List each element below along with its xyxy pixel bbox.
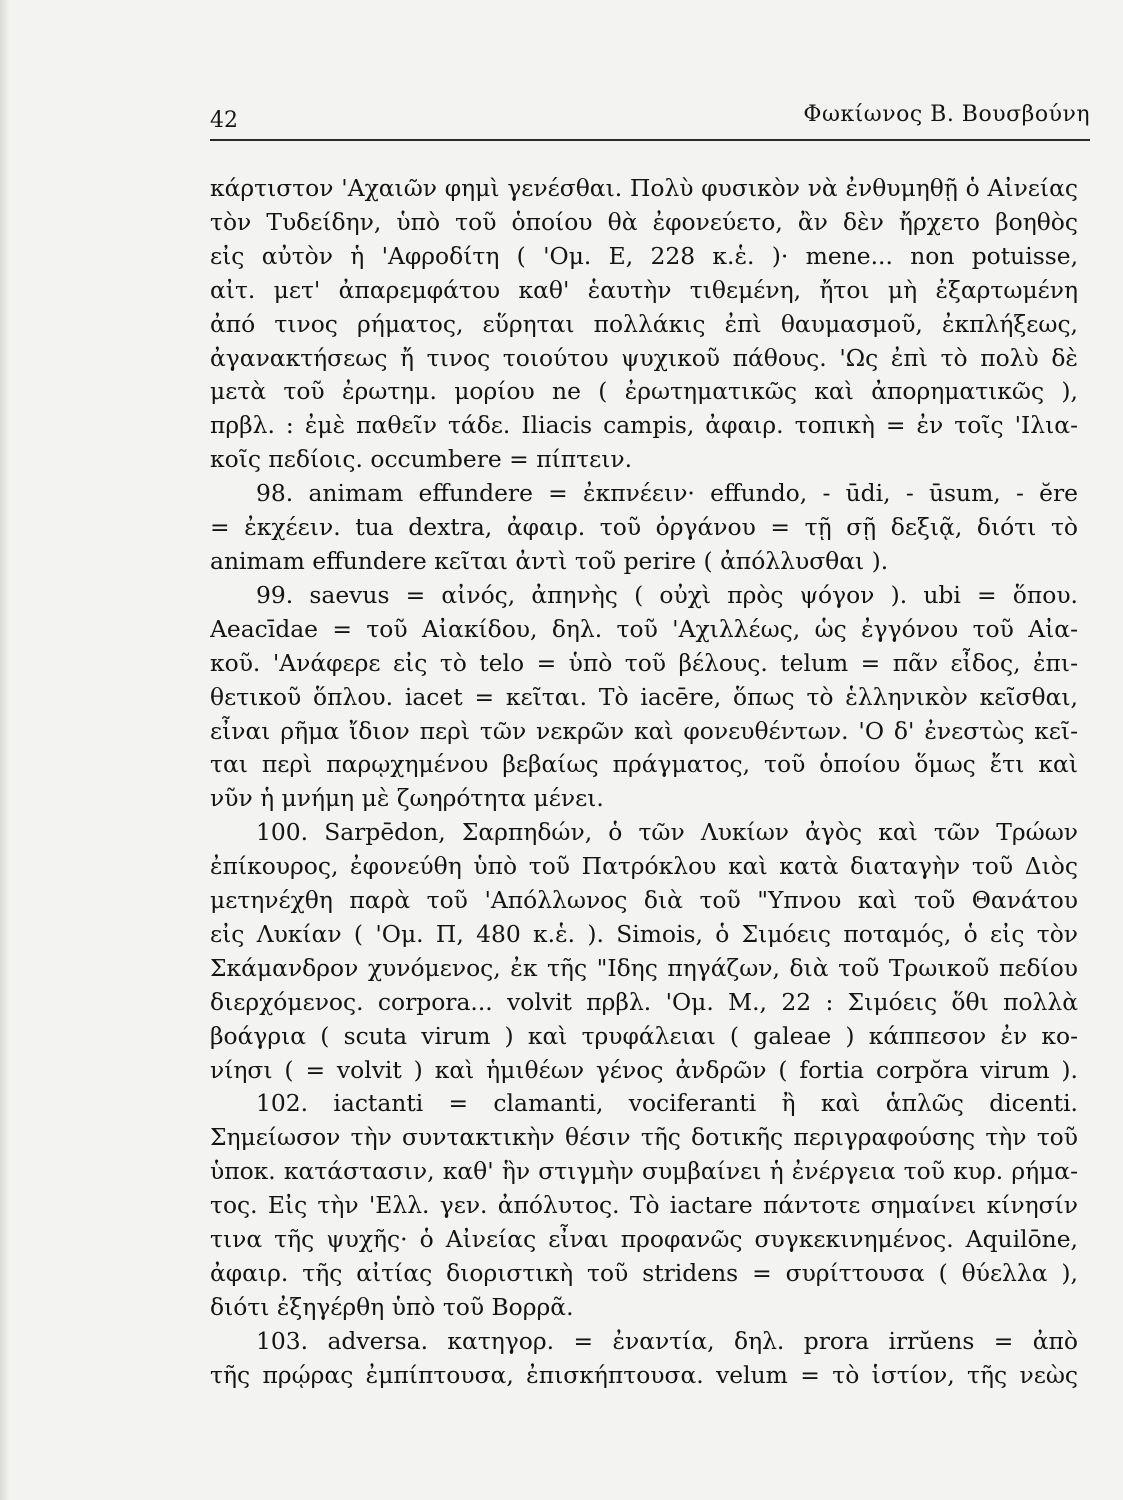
text-line: νίησι ( = volvit ) καὶ ἡμιθέων γένος ἀνδρῶν ( fortia corpŏra virum ). [210,1055,1078,1084]
text-line: ἀπό τινος ρήματος, εὕρηται πολλάκις ἐπὶ θαυμασμοῦ, ἐκπλήξεως, [210,309,1078,338]
text-line: μετὰ τοῦ ἐρωτημ. μορίου ne ( ἐρωτηματικῶς καὶ ἀπορηματικῶς ), [210,377,1078,406]
text-line: διότι ἐξηγέρθη ὑπὸ τοῦ Βορρᾶ. [210,1292,574,1321]
page-header [210,100,1090,140]
text-line: κοῖς πεδίοις. occumbere = πίπτειν. [210,445,633,474]
text-line: διερχόμενος. corpora... volvit πρβλ. 'Ομ. Μ., 22 : Σιμόεις ὅθι πολλὰ [210,987,1078,1016]
text-line: animam effundere κεῖται ἀντὶ τοῦ perire ( ἀπόλλυσθαι ). [210,546,889,575]
text-line: 100. Sarpēdon, Σαρπηδών, ὁ τῶν Λυκίων ἀγὸς καὶ τῶν Τρώων [256,818,1078,847]
text-line: ἀφαιρ. τῆς αἰτίας διοριστικὴ τοῦ stridens = συρίττουσα ( θύελλα ), [210,1259,1078,1287]
text-line: = ἐκχέειν. tua dextra, ἀφαιρ. τοῦ ὀργάνου = τῇ σῇ δεξιᾷ, διότι τὸ [210,513,1078,542]
page-edge-shadow [0,0,10,1500]
text-line: Aeacīdae = τοῦ Αἰακίδου, δηλ. τοῦ 'Αχιλλέως, ὡς ἐγγόνου τοῦ Αἰα- [210,614,1078,643]
text-line: Σημείωσον τὴν συντακτικὴν θέσιν τῆς δοτικῆς περιγραφούσης τὴν τοῦ [210,1123,1078,1152]
header-rule [210,139,1090,141]
text-line: ἀγανακτήσεως ἤ τινος τοιούτου ψυχικοῦ πάθους. 'Ως ἐπὶ τὸ πολὺ δὲ [210,343,1078,372]
text-line: τὸν Τυδείδην, ὑπὸ τοῦ ὁποίου θὰ ἐφονεύετο, ἂν δὲν ἤρχετο βοηθὸς [210,207,1078,236]
text-line: βοάγρια ( scuta virum ) καὶ τρυφάλειαι ( galeae ) κάππεσον ἐν κο- [210,1021,1078,1050]
text-line: ὑποκ. κατάστασιν, καθ' ἣν στιγμὴν συμβαίνει ἡ ἐνέργεια τοῦ κυρ. ρήμα- [210,1157,1078,1186]
text-line: θετικοῦ ὅπλου. iacet = κεῖται. Τὸ iacēre, ὅπως τὸ ἑλληνικὸν κεῖσθαι, [210,682,1078,711]
text-line: ἐπίκουρος, ἐφονεύθη ὑπὸ τοῦ Πατρόκλου καὶ κατὰ διαταγὴν τοῦ Διὸς [210,852,1078,881]
text-line: Σκάμανδρον χυνόμενος, ἐκ τῆς "Ιδης πηγάζων, διὰ τοῦ Τρωικοῦ πεδίου [210,953,1078,982]
text-line: κάρτιστον 'Αχαιῶν φημὶ γενέσθαι. Πολὺ φυσικὸν νὰ ἐνθυμηθῇ ὁ Αἰνείας [210,174,1078,202]
running-head: Φωκίωνος Β. Βουσβούνη [803,102,1090,127]
text-line: κοῦ. 'Ανάφερε εἰς τὸ telo = ὑπὸ τοῦ βέλους. telum = πᾶν εἶδος, ἐπι- [210,648,1078,677]
text-line: πρβλ. : ἐμὲ παθεῖν τάδε. Iliacis campis, ἀφαιρ. τοπικὴ = ἐν τοῖς 'Ιλια- [210,411,1078,440]
text-line: εἰς αὐτὸν ἡ 'Αφροδίτη ( 'Ομ. Ε, 228 κ.ἑ. )· mene... non potuisse, [210,241,1078,270]
page-number: 42 [210,108,238,133]
text-line: 103. adversa. κατηγορ. = ἐναντία, δηλ. prora irrŭens = ἀπὸ [256,1326,1078,1355]
text-line: 98. animam effundere = ἐκπνέειν· effundo, - ūdi, - ūsum, - ĕre [256,479,1078,508]
text-line: εἰς Λυκίαν ( 'Ομ. Π, 480 κ.ἑ. ). Simois, ὁ Σιμόεις ποταμός, ὁ εἰς τὸν [210,919,1078,948]
text-line: νῦν ἡ μνήμη μὲ ζωηρότητα μένει. [210,784,604,813]
text-line: μετηνέχθη παρὰ τοῦ 'Απόλλωνος διὰ τοῦ "Υπνου καὶ τοῦ Θανάτου [210,886,1078,915]
body-text [210,172,1078,1393]
text-line: τινα τῆς ψυχῆς· ὁ Αἰνείας εἶναι προφανῶς συγκεκινημένος. Aquilōne, [210,1225,1078,1254]
text-line: ται περὶ παρῳχημένου βεβαίως πράγματος, τοῦ ὁποίου ὅμως ἔτι καὶ [210,750,1078,779]
text-line: 99. saevus = αἰνός, ἀπηνὴς ( οὐχὶ πρὸς ψόγον ). ubi = ὅπου. [256,580,1078,609]
text-line: εἶναι ρῆμα ἴδιον περὶ τῶν νεκρῶν καὶ φονευθέντων. 'Ο δ' ἐνεστὼς κεῖ- [210,716,1078,745]
text-line: τῆς πρῴρας ἐμπίπτουσα, ἐπισκήπτουσα. velum = τὸ ἱστίον, τῆς νεὼς [210,1360,1078,1389]
text-line: αἰτ. μετ' ἀπαρεμφάτου καθ' ἑαυτὴν τιθεμένη, ἤτοι μὴ ἐξαρτωμένη [210,275,1078,304]
text-line: 102. iactanti = clamanti, vociferanti ἢ καὶ ἁπλῶς dicenti. [256,1089,1078,1118]
text-line: τος. Εἰς τὴν 'Ελλ. γεν. ἀπόλυτος. Τὸ iactare πάντοτε σημαίνει κίνησίν [210,1191,1078,1220]
